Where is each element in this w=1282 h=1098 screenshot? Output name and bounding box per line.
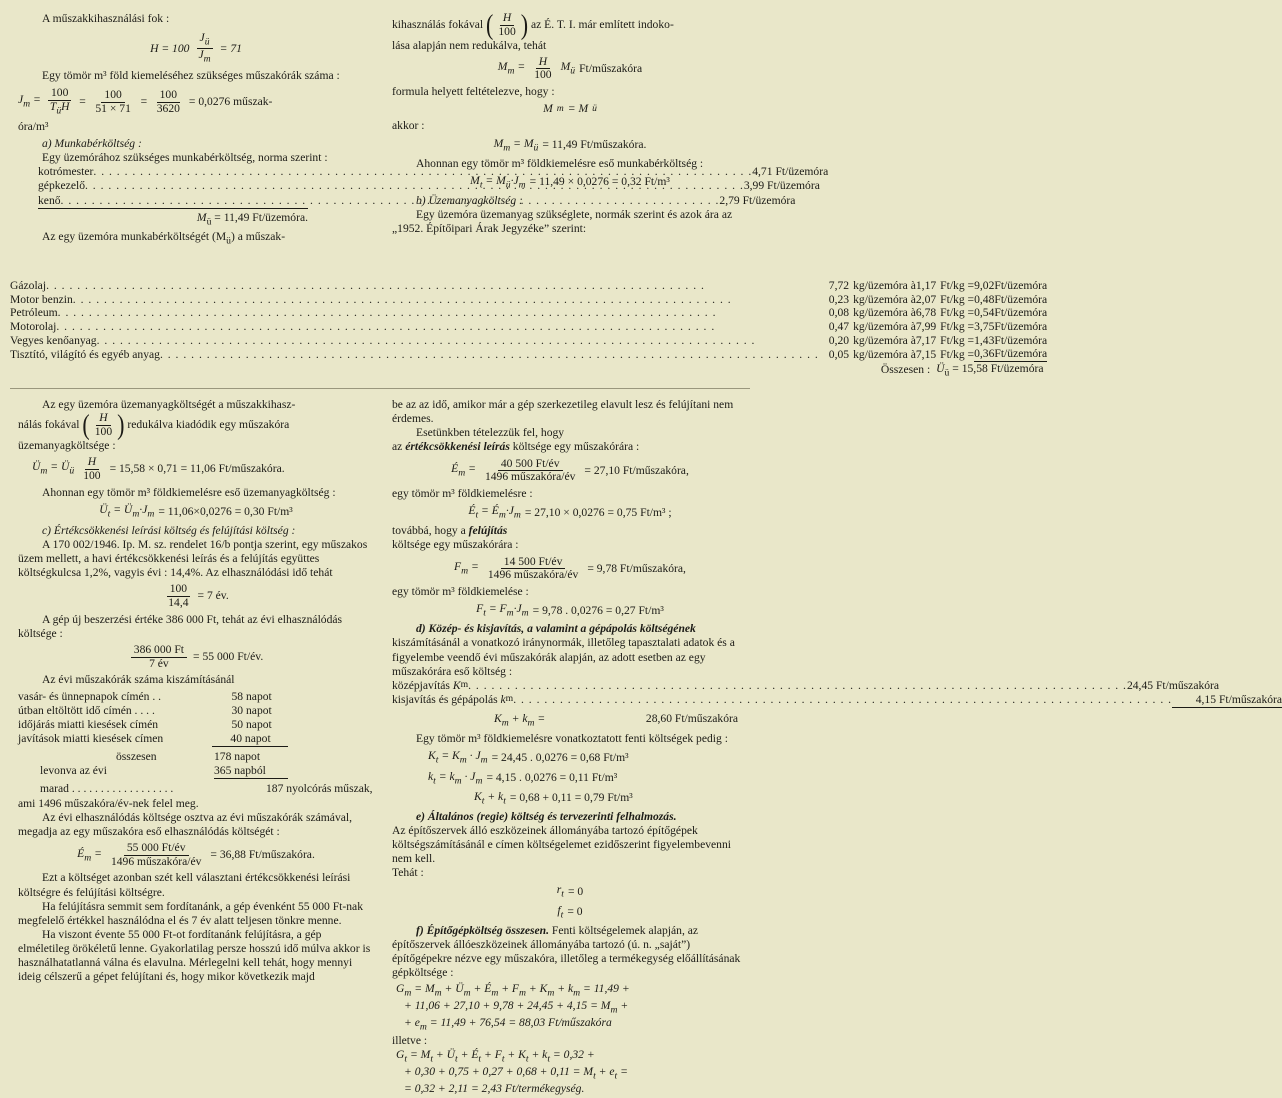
right-top-column	[392, 8, 748, 236]
list-item: középjavítás K m . . . 24,45 Ft/műszakóra	[392, 679, 738, 693]
section-d-text: kiszámításánál a vonatkozó iránynormák, illetőleg tapasztalati adatok és a figyelembe veendő évi műszakórák alapján, az adott esetben az egy műszakórára eső költség :	[392, 636, 735, 678]
section-c-heading: c) Értékcsökkenési leírási költség és felújítási költség :	[42, 523, 296, 537]
kt3-equation: $K_t + k_t$ = 0,68 + 0,11 = 0,79 Ft/m³	[474, 789, 633, 806]
section-b-heading: b) Üzemanyagköltség :	[416, 193, 523, 207]
para-fuel-3: üzemanyagköltsége :	[18, 438, 116, 452]
mm-equation-3: $M_m = M_ü$ = 11,49 Ft/műszakóra.	[493, 136, 647, 153]
ft-equation: $F_t = F_m\cdot J_m$ = 9,78 . 0,0276 = 0,27 Ft/m³	[476, 602, 664, 619]
para-felujitas-1: Ha felújításra semmit sem fordítanánk, a gép évenként 55 000 Ft-nak megfelelő értékkel használódna el és 7 év alatt teljesen tönkre menne.	[18, 899, 363, 927]
para-wage: Az egy üzemóra munkabérköltségét $(M_ü)$ a műszak-	[42, 229, 286, 247]
mt-equation: $M_t = M_ü\cdot J_m$ = 11,49 × 0,0276 = 0,32 Ft/m³	[470, 173, 670, 191]
kt-equation: $K_t = K_m \cdot J_m$ = 24,45 . 0,0276 = 0,68 Ft/m³	[428, 749, 629, 766]
section-b-text: Egy üzemóra üzemanyag szükséglete, normák szerint és azok ára az „1952. Építőipari Árak Jegyzéke” szerint:	[392, 208, 733, 236]
para-esetunkben: Esetünkben tételezzük fel, hogy	[416, 426, 565, 440]
para-felujitas-koltseg: költsége egy műszakórára :	[392, 538, 519, 552]
section-a-heading: a) Munkabérköltség :	[42, 136, 142, 150]
section-d-heading: d) Közép- és kisjavítás, a valamint a gépápolás költségének	[416, 622, 696, 636]
para-beszerzes: A gép új beszerzési értéke 386 000 Ft, tehát az évi elhasználódás költsége :	[18, 612, 343, 640]
left-bottom-column	[18, 398, 374, 985]
text-line: lása alapján nem redukálva, tehát	[392, 38, 547, 52]
right-bottom-column	[392, 398, 1282, 1096]
table-row: Tisztító, világító és egyéb anyag . . . 0,05 kg/üzemóra à 7,15 Ft/kg = 0,36 Ft/üzemóra	[10, 347, 1047, 361]
gt-equation: $G_t = M_t$ + $Ü_t$ + $É_t + F_t + K_t + k_t = 0,32$ + + $0,30 + 0,75 + 0,27 + 0,68 + 0,11 = M_t + e_t$ = = 0,32 + 2,11 = 2,43 Ft/termékegység.	[396, 1047, 628, 1095]
para-muszakorak: Az évi műszakórák száma kiszámításánál	[42, 673, 235, 687]
mm-equation-2: M m = M ü	[543, 102, 597, 116]
days-minus: levonva az évi 365 napból	[18, 764, 288, 779]
kt2-equation: $k_t = k_m \cdot J_m$ = 4,15 . 0,0276 = 0,11 Ft/m³	[428, 769, 618, 786]
repair-list	[392, 678, 1282, 729]
fuel-table	[10, 279, 1047, 379]
para-fuel-1: Az egy üzemóra üzemanyagköltségét a műszakkihasz-	[42, 398, 296, 411]
jm-unit: óra/m³	[18, 119, 49, 133]
marad-row: marad . . . . . . . . . . . . . . . . . . 187 nyolcórás műszak,	[40, 782, 373, 796]
list-item: kisjavítás és gépápolás k m . . . 4,15 Ft/műszakóra	[392, 693, 738, 708]
fm-equation: $F_m$ = $\frac{14 500 Ft/év}{\text{1496 műszakóra/év}}$ = 9,78 Ft/műszakóra,	[454, 554, 686, 582]
para-elhasznalodas: Az évi elhasználódás költsége osztva az évi műszakórák számával, megadja az egy műszakóra eső elhasználódás költségét :	[18, 810, 353, 838]
list-item: kenő . . . 2,79 Ft/üzemóra	[38, 194, 308, 209]
repair-total: $K_m + k_m$ = 28,60 Ft/műszakóra	[494, 712, 738, 729]
para-felujitas-2: Ha viszont évente 55 000 Ft-ot fordítanánk felújításra, a gép elméletileg örökéletű lenne. Gyakorlatilag persze hosszú idő múlva akkor is használhatatlanná válna és elavulna. Mérlegelni kell tehát, hogy mennyi ideig célszerű a gépet felújítani és, hogy mikor következik majd	[18, 927, 371, 984]
days-sum: összesen 178 napot	[116, 750, 261, 764]
para-tovabba: továbbá, hogy a felújítás	[392, 524, 508, 538]
table-row: Petróleum . . . 0,08 kg/üzemóra à 6,78 Ft/kg = 0,54 Ft/üzemóra	[10, 306, 1047, 320]
tehat-text: Tehát :	[392, 866, 424, 880]
ido-equation: $\frac{100}{14,4}$ = 7 év.	[168, 582, 229, 609]
section-e-text: Az építőszervek álló eszközeinek állományába tartozó építőgépek költségszámításánál e címen költségelemet ezidőszerint figyelembevenni nem kell.	[392, 823, 731, 866]
table-row: Motor benzin . . . 0,23 kg/üzemóra à 2,07 Ft/kg = 0,48 Ft/üzemóra	[10, 293, 1047, 307]
para-fenti: Egy tömör m³ földkiemelésre vonatkoztatott fenti költségek pedig :	[416, 732, 728, 746]
days-list	[18, 690, 288, 780]
fuel-total-row: Összesen : $Ü_ü = 15,58$ Ft/üzemóra	[880, 362, 1044, 379]
section-divider	[10, 388, 750, 389]
list-item: javítások miatti kiesések címen 40 napot	[18, 732, 288, 747]
para-jm-intro: Egy tömör m³ föld kiemeléséhez szükséges műszakórák száma :	[42, 69, 340, 83]
list-item: vasár- és ünnepnapok címén . . 58 napot	[18, 689, 272, 703]
para-szetvalaszt: Ezt a költséget azonban szét kell választani értékcsökkenési leírási költségre és felújítási költségre.	[18, 871, 351, 899]
fok-text-line: kihasználás fokával ( $\frac{H}{100}$ ) az É. T. I. már említett indoko-	[392, 8, 674, 41]
section-f: f) Építőgépköltség összesen. Fenti költségelemek alapján, az építőszervek állóeszközeinek állományába tartozó (ú. n. „saját”) építőgépekre nézve egy műszakóra, illetőleg a termékegység előállításának gépköltsége :	[392, 923, 741, 980]
fok-label: A műszakkihasználási fok :	[42, 12, 170, 25]
ut-equation: $Ü_t$ = $Ü_m\cdot J_m$ = 11,06×0,0276 = 0,30 Ft/m³	[99, 503, 293, 520]
para-fuel-2: nálás fokával ( $\frac{H}{100}$ ) redukálva kiadódik egy műszakóra	[18, 408, 290, 441]
fok-equation: H = 100 $\frac{J_ü}{J_m}$ = 71	[150, 31, 242, 65]
para-ertekcsokk: az értékcsökkenési leírás költsége egy műszakórára :	[392, 440, 640, 454]
em-equation: $É_m$ = $\frac{55 000 Ft/év}{\text{1496 műszakóra/év}}$ = 36,88 Ft/műszakóra.	[77, 840, 315, 868]
um-equation: $Ü_m$ = $Ü_ü$ $\frac{H}{100}$ = 15,58 × 0,71 = 11,06 Ft/műszakóra.	[32, 454, 285, 482]
wage-total: $M_ü = 11,49$ Ft/üzemóra.	[196, 210, 308, 227]
para-elavult: be az az idő, amikor már a gép szerkezetileg elavult lesz és felújítani nem érdemes.	[392, 398, 734, 426]
r-equation: $r_t$ = 0	[556, 883, 584, 900]
list-item: időjárás miatti kiesések címén 50 napot	[18, 717, 272, 731]
em-equation-right: $É_m$ = $\frac{40 500 Ft/év}{\text{1496 műszakóra/év}}$ = 27,10 Ft/műszakóra,	[451, 456, 689, 484]
section-e-heading: e) Általános (regie) költség és tervezerinti felhalmozás.	[416, 809, 677, 823]
illetve-text: illetve :	[392, 1033, 428, 1047]
para-tomor-2: egy tömör m³ földkiemelése :	[392, 585, 529, 599]
para-munkaber: Ahonnan egy tömör m³ földkiemelésre eső munkabérköltség :	[416, 156, 704, 170]
table-row: Vegyes kenőanyag . . . 0,20 kg/üzemóra à 7,17 Ft/kg = 1,43 Ft/üzemóra	[10, 334, 1047, 348]
list-item: kotrómester . . . 4,71 Ft/üzemóra	[38, 165, 308, 179]
para-ut: Ahonnan egy tömör m³ földkiemelésre eső üzemanyagköltség :	[42, 486, 336, 500]
table-row: Gázolaj . . . 7,72 kg/üzemóra à 1,17 Ft/kg = 9,02 Ft/üzemóra	[10, 279, 1047, 293]
para-tomor: egy tömör m³ földkiemelésre :	[392, 487, 533, 501]
gm-equation: $G_m = M_m$ + $Ü_m$ + $É_m + F_m + K_m + k_m = 11,49$ + + $11,06 + 27,10 + 9,78 + 24,45 + 4,15 = M_m$ + + $e_m = 11,49 + 76,54 = 88,03$ Ft/műszakóra	[396, 982, 630, 1033]
marad-text: ami 1496 műszakóra/év-nek felel meg.	[18, 796, 199, 810]
table-row: Motorolaj . . . 0,47 kg/üzemóra à 7,99 Ft/kg = 3,75 Ft/üzemóra	[10, 320, 1047, 334]
akkor-text: akkor :	[392, 119, 425, 133]
jm-equation: $J_m$ = $\frac{100}{T_üH}$ = $\frac{100}{51 \times 71}$ = $\frac{100}{3620}$ = 0,0276 műszak-	[18, 86, 273, 117]
ev-equation: $\frac{386 000 Ft}{7 év}$ = 55 000 Ft/év.	[18, 644, 374, 671]
section-a-text: Egy üzemórához szükséges munkabérköltség, norma szerint :	[42, 151, 328, 165]
mm-equation: $M_m$ = $\frac{H}{100}$ $M_ü$ Ft/műszakóra	[497, 54, 643, 82]
f-equation: $f_t$ = 0	[557, 903, 583, 920]
et-equation: $É_t$ = $É_m\cdot J_m$ = 27,10 × 0,0276 = 0,75 Ft/m³ ;	[468, 504, 672, 521]
section-c-text: A 170 002/1946. Ip. M. sz. rendelet 16/b pontja szerint, egy műszakos üzem mellett, a havi értékcsökkenési leírás és a felújítás együttes költségkulcsa 1,2%, vagyis évi : 14,4%. Az elhasználódási idő tehát	[18, 537, 368, 579]
list-item: útban eltöltött idő címén . . . . 30 napot	[18, 703, 272, 717]
formula-text: formula helyett feltételezve, hogy :	[392, 85, 555, 99]
list-item: gépkezelő . . . 3,99 Ft/üzemóra	[38, 179, 308, 193]
